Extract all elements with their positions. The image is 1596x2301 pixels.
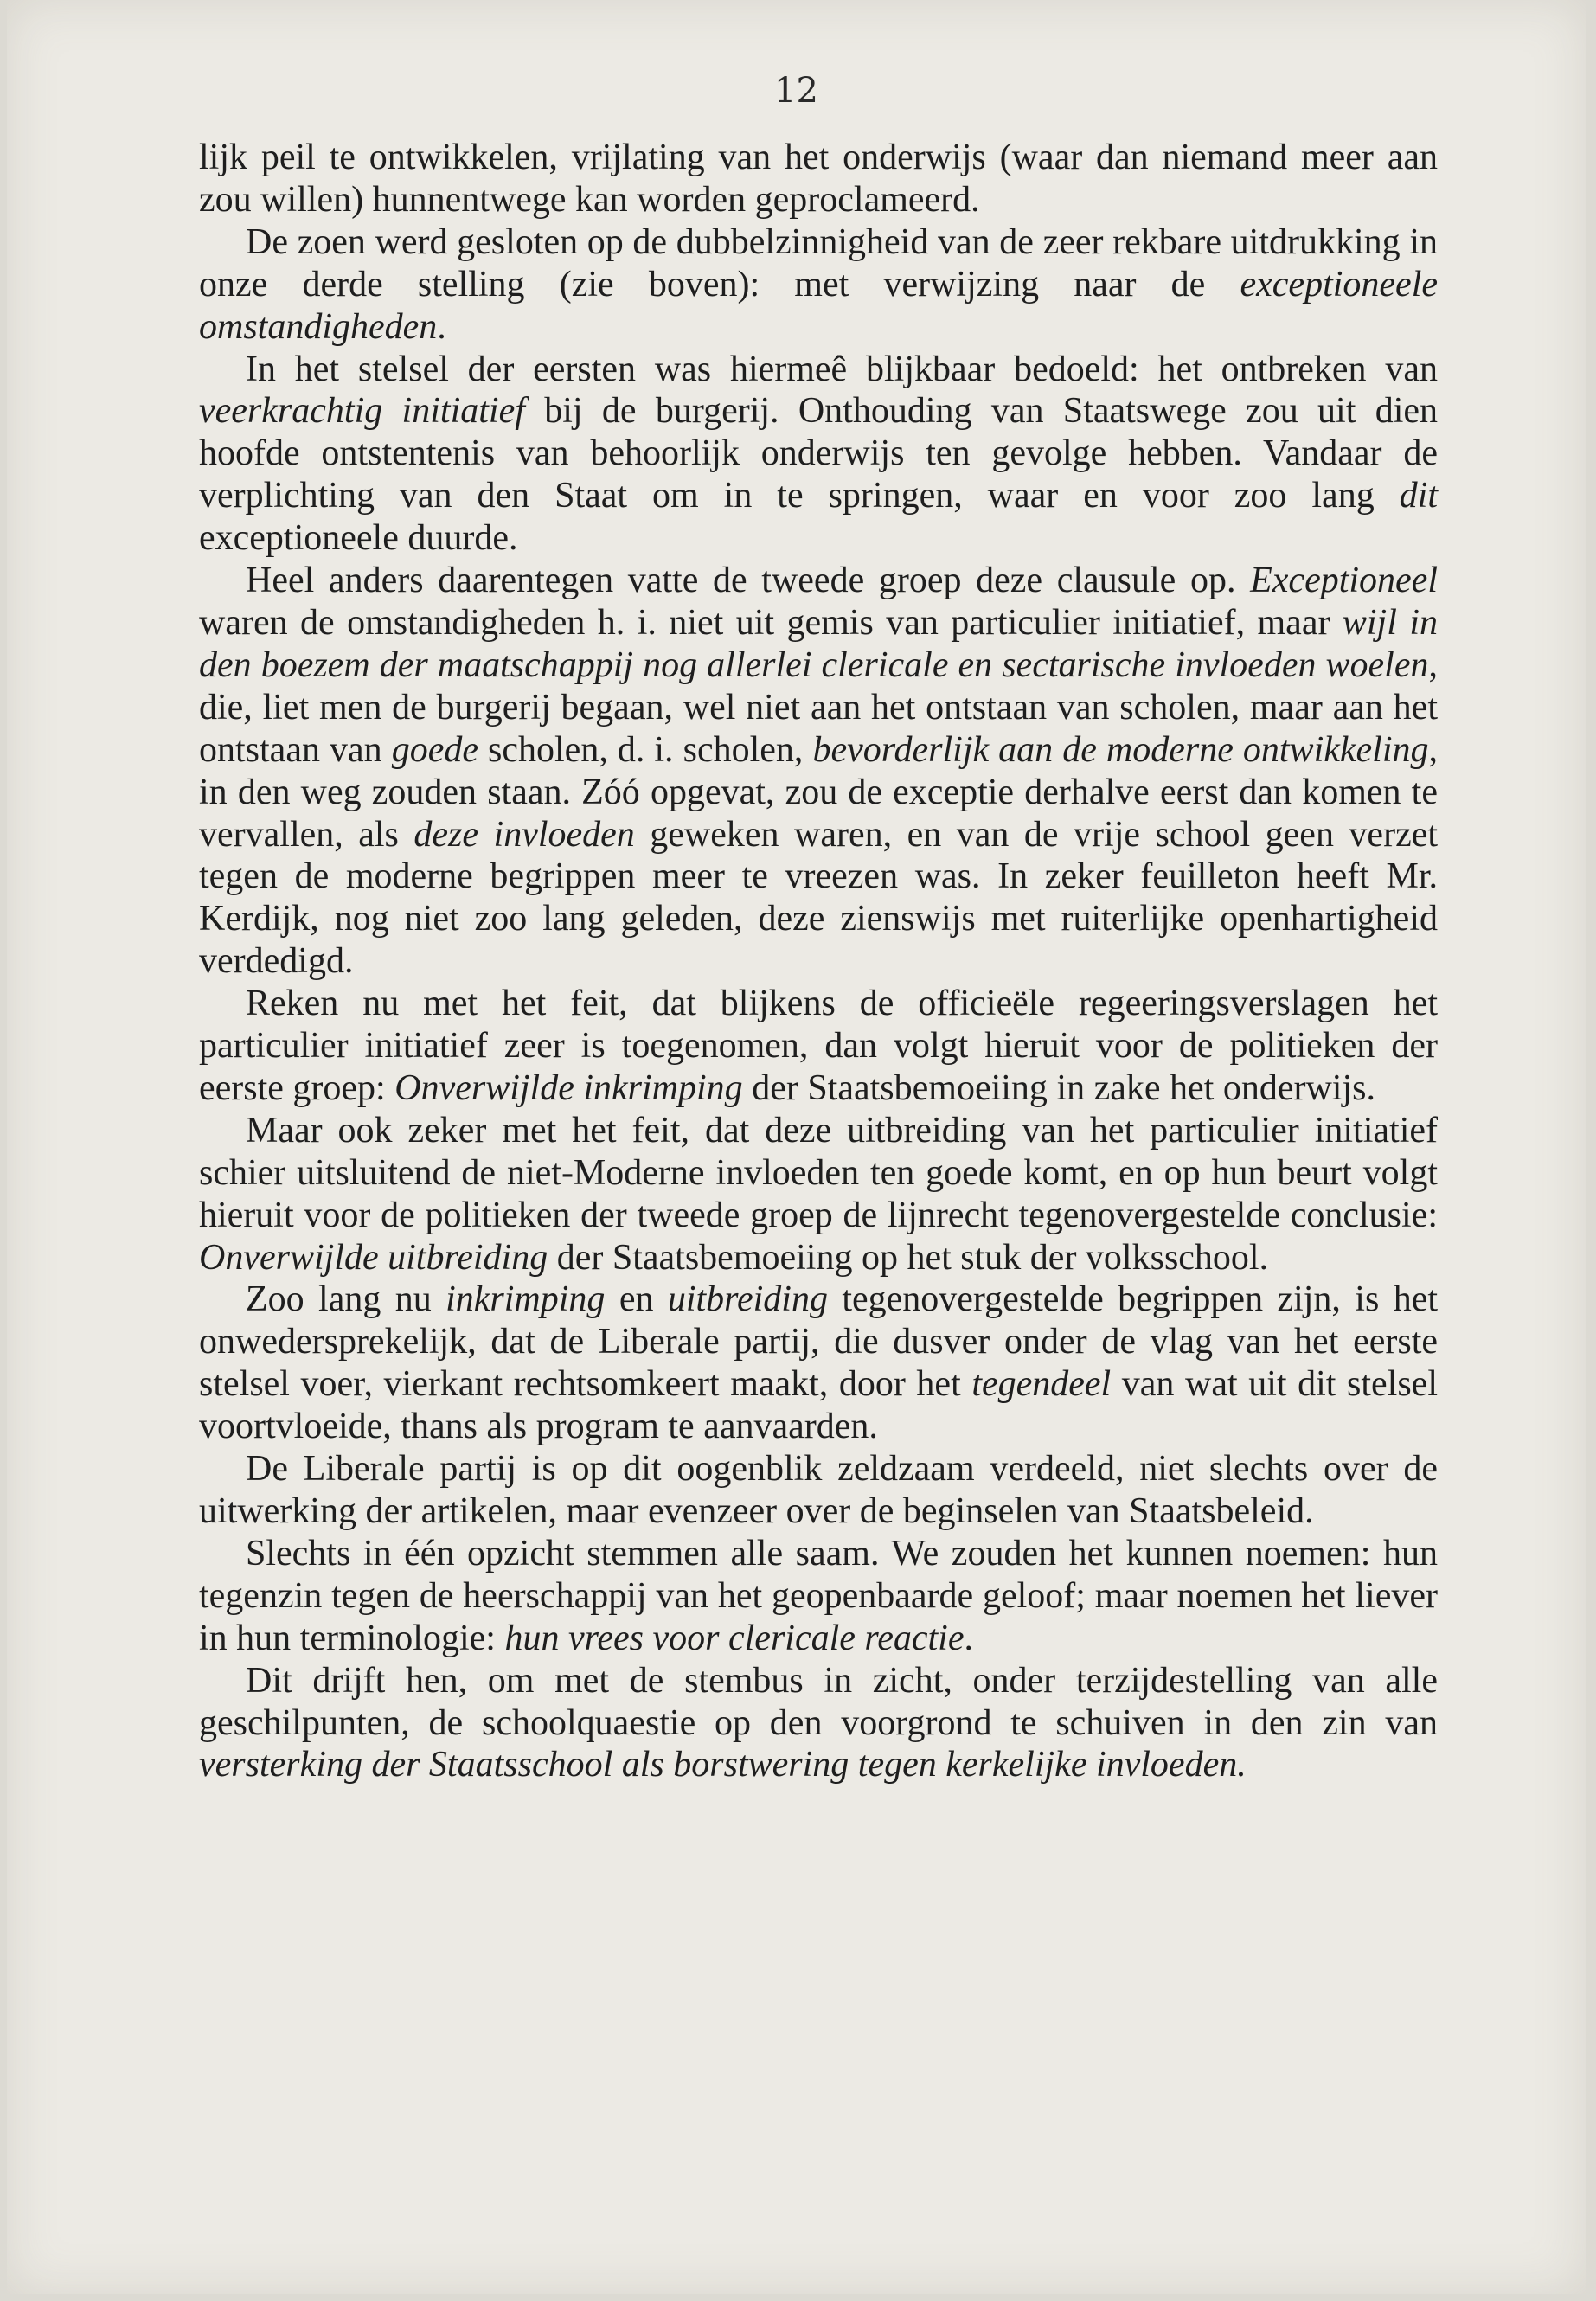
- text-run: der Staatsbemoeiing op het stuk der volksschool.: [548, 1237, 1269, 1278]
- text-run: lijk peil te ontwikkelen, vrijlating van het onderwijs (waar dan niemand meer aan zou willen) hunnentwege kan worden geproclameerd.: [199, 138, 1438, 220]
- text-run: De zoen werd gesloten op de dubbelzinnigheid van de zeer rekbare uitdrukking in onze derde stelling (zie boven): met verwijzing naar de: [199, 221, 1438, 304]
- text-run: exceptioneele duurde.: [199, 518, 518, 559]
- text-run: Reken nu met het feit, dat blijkens de officieële regeeringsverslagen het particulier initiatief zeer is toegenomen, dan volgt hieruit voor de politieken der eerste groep:: [199, 984, 1438, 1108]
- italic-phrase: versterking der Staatsschool als borstwering tegen kerkelijke invloeden.: [199, 1745, 1247, 1785]
- italic-phrase: Onverwijlde inkrimping: [394, 1067, 743, 1108]
- page-number: 12: [774, 71, 818, 111]
- paragraph: [199, 137, 1438, 221]
- text-run: , in den weg zouden staan. Zóó opgevat, zou de exceptie derhalve eerst dan komen te vervallen, als: [199, 729, 1439, 855]
- body-text: [199, 137, 1438, 1786]
- italic-phrase: veerkrachtig initiatief: [199, 391, 525, 432]
- paragraph: [199, 349, 1438, 561]
- italic-phrase: deze invloeden: [413, 814, 635, 855]
- italic-phrase: hun vrees voor clericale reactie: [504, 1618, 965, 1658]
- text-run: van wat uit dit stelsel voortvloeide, thans als program te aanvaarden.: [199, 1364, 1438, 1447]
- paragraph: [199, 1660, 1438, 1787]
- italic-phrase: bevorderlijk aan de moderne ontwikkeling: [812, 729, 1429, 770]
- text-run: Dit drijft hen, om met de stembus in zicht, onder terzijdestelling van alle geschilpunten, de schoolquaestie op den voorgrond te schuiven in den zin van: [199, 1660, 1438, 1743]
- text-run: der Staatsbemoeiing in zake het onderwijs.: [742, 1067, 1375, 1108]
- paragraph: [199, 1448, 1438, 1533]
- paragraph: [199, 1279, 1438, 1448]
- italic-phrase: dit: [1399, 476, 1438, 516]
- paragraph: [199, 221, 1438, 349]
- text-run: De Liberale partij is op dit oogenblik zeldzaam verdeeld, niet slechts over de uitwerking der artikelen, maar evenzeer over de beginselen van Staatsbeleid.: [199, 1449, 1438, 1531]
- paragraph: [199, 560, 1438, 983]
- text-run: Heel anders daarentegen vatte de tweede groep deze clausule op.: [246, 561, 1251, 601]
- italic-phrase: uitbreiding: [667, 1279, 828, 1320]
- italic-phrase: exceptioneele omstandigheden: [199, 264, 1438, 347]
- scanned-page: [7, 0, 1586, 2294]
- text-run: Zoo lang nu: [246, 1279, 446, 1320]
- text-run: Slechts in één opzicht stemmen alle saam. We zouden het kunnen noemen: hun tegenzin tegen de heerschappij van het geopenbaarde geloof; maar noemen het liever in hun terminologie:: [199, 1533, 1438, 1658]
- paragraph: [199, 983, 1438, 1110]
- text-run: geweken waren, en van de vrije school geen verzet tegen de moderne begrippen meer te vreezen was. In zeker feuilleton heeft Mr. Kerdijk, nog niet zoo lang geleden, deze zienswijs met ruiterlijke openhartigheid verdedigd.: [199, 814, 1439, 982]
- paragraph: [199, 1110, 1438, 1279]
- italic-phrase: Exceptioneel: [1250, 561, 1438, 601]
- text-run: waren de omstandigheden h. i. niet uit gemis van particulier initiatief, maar: [199, 602, 1343, 643]
- text-run: en: [605, 1279, 668, 1320]
- italic-phrase: tegendeel: [971, 1364, 1112, 1405]
- paragraph: [199, 1533, 1438, 1660]
- text-run: In het stelsel der eersten was hiermeê blijkbaar bedoeld: het ontbreken van: [246, 349, 1438, 389]
- text-run: .: [437, 306, 446, 347]
- italic-phrase: Onverwijlde uitbreiding: [199, 1237, 548, 1278]
- text-run: .: [964, 1618, 973, 1658]
- italic-phrase: wijl in den boezem der maatschappij nog allerlei clericale en sectarische invloeden woelen: [199, 602, 1438, 685]
- italic-phrase: inkrimping: [445, 1279, 606, 1320]
- italic-phrase: goede: [391, 729, 478, 770]
- text-run: tegenovergestelde begrippen zijn, is het onwedersprekelijk, dat de Liberale partij, die dusver onder de vlag van het eerste stelsel voer, vierkant rechtsomkeert maakt, door het: [199, 1279, 1439, 1405]
- text-run: Maar ook zeker met het feit, dat deze uitbreiding van het particulier initiatief schier uitsluitend de niet-Moderne invloeden ten goede komt, en op hun beurt volgt hieruit voor de politieken der tweede groep de lijnrecht tegenovergestelde conclusie:: [199, 1110, 1438, 1235]
- text-run: , die, liet men de burgerij begaan, wel niet aan het ontstaan van scholen, maar aan het ontstaan van: [199, 644, 1438, 770]
- text-run: scholen, d. i. scholen,: [478, 729, 813, 770]
- text-run: bij de burgerij. Onthouding van Staatswege zou uit dien hoofde ontstentenis van behoorlijk onderwijs ten gevolge hebben. Vandaar de verplichting van den Staat om in te springen, waar en voor zoo lang: [199, 391, 1438, 516]
